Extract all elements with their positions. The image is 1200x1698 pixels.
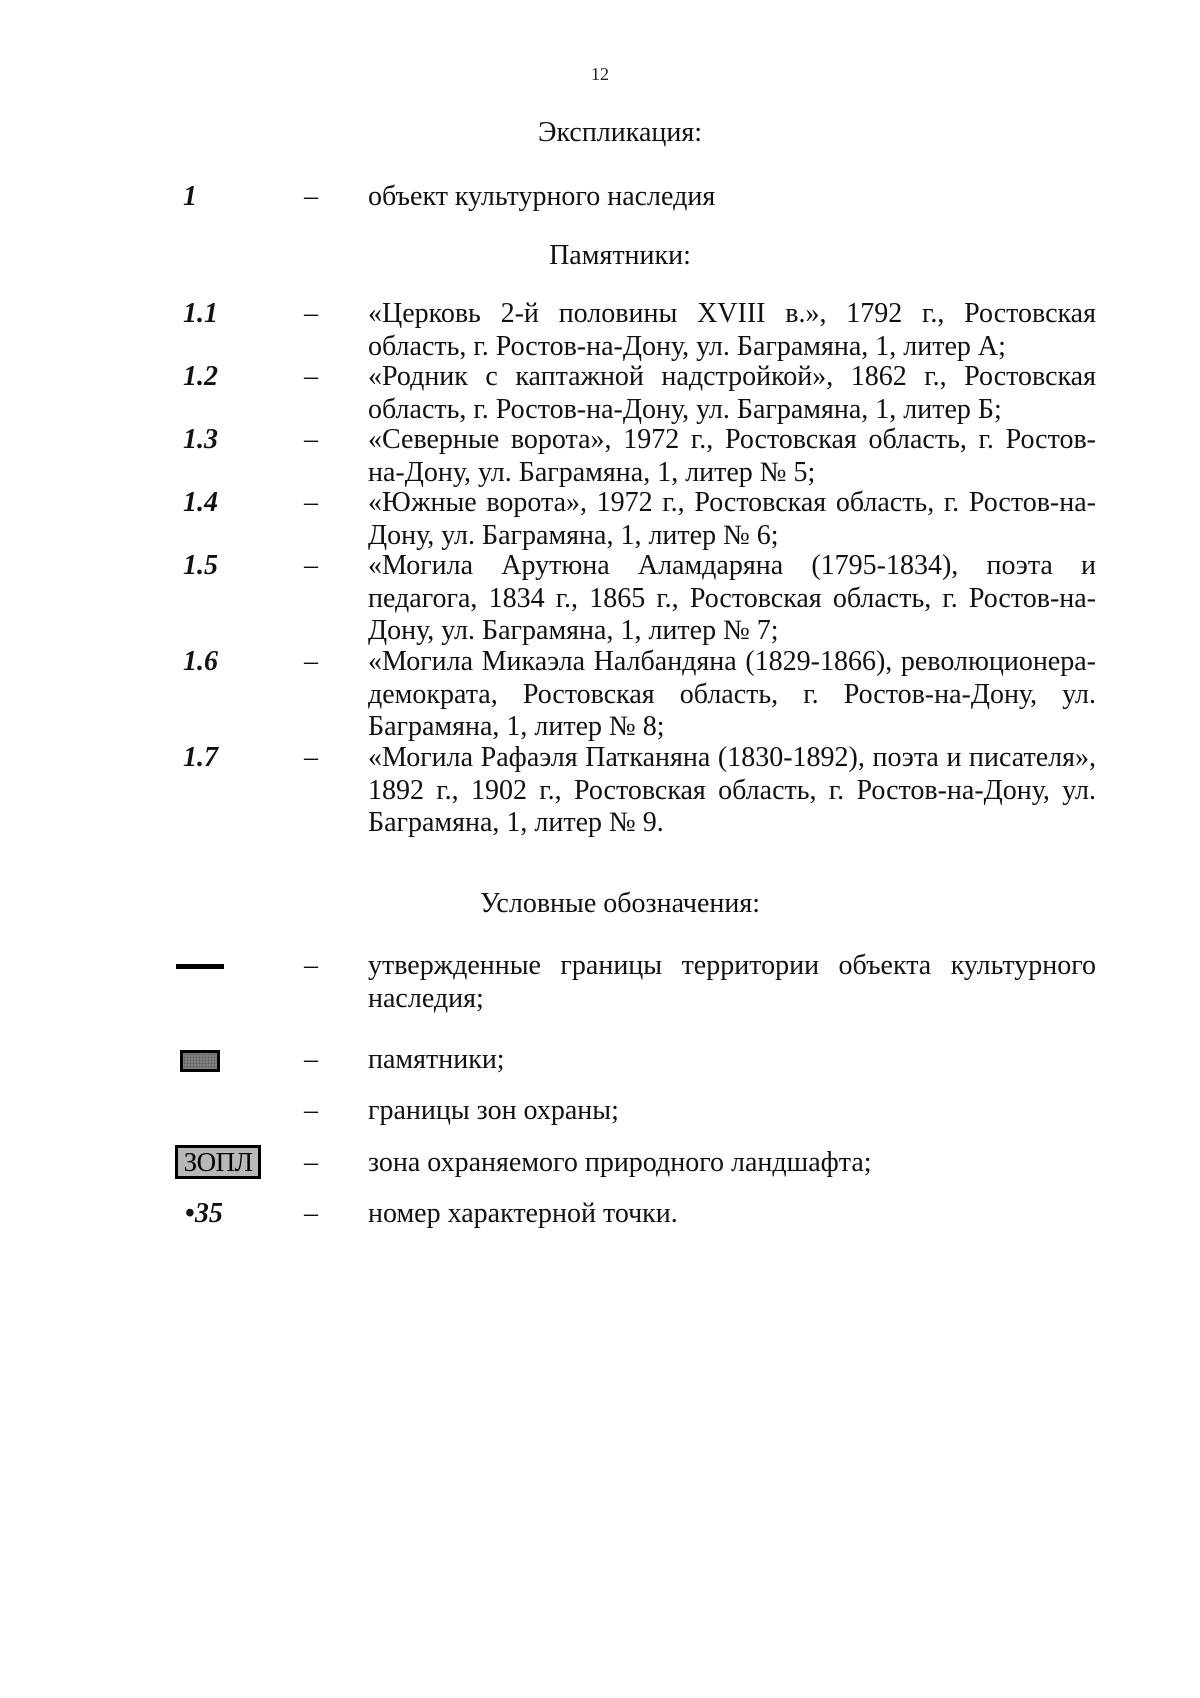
item-dash: – (304, 742, 318, 773)
item-dash: – (304, 646, 318, 677)
item-dash: – (304, 298, 318, 329)
item-number: 1.3 (183, 424, 218, 455)
item-text: «Могила Микаэла Налбандяна (1829-1866), революционера-демократа, Ростовская область, г. Ростов-на-Дону, ул. Баграмяна, 1, литер № 8; (368, 646, 1096, 742)
item-text: объект культурного наследия (368, 181, 716, 212)
item-dash: – (304, 950, 318, 981)
item-dash: – (304, 361, 318, 392)
item-number: 1 (183, 181, 197, 212)
item-text: «Родник с каптажной надстройкой», 1862 г., Ростовская область, г. Ростов-на-Дону, ул. Баграмяна, 1, литер Б; (368, 361, 1096, 425)
item-number: 1.6 (183, 646, 218, 677)
page-number: 12 (591, 64, 609, 84)
boundary-line-symbol (176, 964, 224, 969)
monument-box-symbol (180, 1050, 220, 1072)
item-number: 1.4 (183, 487, 218, 518)
item-number: 1.2 (183, 361, 218, 392)
item-number: 1.5 (183, 550, 218, 581)
item-text: памятники; (368, 1044, 505, 1075)
item-number: 1.1 (183, 298, 218, 329)
point-number-label: 35 (194, 1198, 223, 1229)
item-text: границы зон охраны; (368, 1095, 619, 1126)
item-text: «Южные ворота», 1972 г., Ростовская область, г. Ростов-на-Дону, ул. Баграмяна, 1, литер № 6; (368, 487, 1096, 551)
monuments-heading: Памятники: (549, 240, 691, 271)
explication-heading: Экспликация: (538, 117, 702, 148)
item-text: «Могила Рафаэля Патканяна (1830-1892), поэта и писателя», 1892 г., 1902 г., Ростовская область, г. Ростов-на-Дону, ул. Баграмяна, 1, литер № 9. (368, 742, 1096, 838)
item-dash: – (304, 550, 318, 581)
legend-heading: Условные обозначения: (479, 888, 761, 919)
item-dash: – (304, 487, 318, 518)
item-dash: – (304, 1095, 318, 1126)
item-dash: – (304, 181, 318, 212)
zone-box-symbol: ЗОПЛ (175, 1145, 261, 1179)
item-text: зона охраняемого природного ландшафта; (368, 1147, 872, 1178)
item-text: «Могила Арутюна Аламдаряна (1795-1834), поэта и педагога, 1834 г., 1865 г., Ростовская область, г. Ростов-на-Дону, ул. Баграмяна, 1, литер № 7; (368, 550, 1096, 646)
item-text: номер характерной точки. (368, 1198, 678, 1229)
explication-object-row (0, 180, 1200, 214)
point-dot-icon: • (185, 1198, 195, 1229)
item-text: «Церковь 2-й половины XVIII в.», 1792 г., Ростовская область, г. Ростов-на-Дону, ул. Баграмяна, 1, литер А; (368, 298, 1096, 362)
item-dash: – (304, 1044, 318, 1075)
item-dash: – (304, 1198, 318, 1229)
item-text: утвержденные границы территории объекта культурного наследия; (368, 950, 1096, 1014)
item-dash: – (304, 424, 318, 455)
item-dash: – (304, 1147, 318, 1178)
item-number: 1.7 (183, 742, 218, 773)
point-number-symbol (185, 1198, 223, 1231)
item-text: «Северные ворота», 1972 г., Ростовская область, г. Ростов-на-Дону, ул. Баграмяна, 1, литер № 5; (368, 424, 1096, 488)
